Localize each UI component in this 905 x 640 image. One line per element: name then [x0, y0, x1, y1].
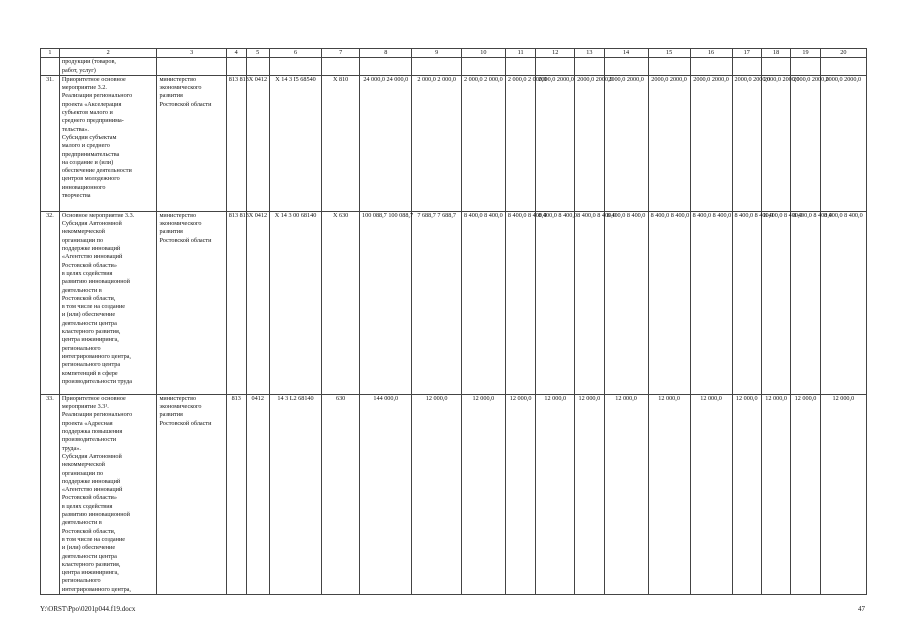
- column-number: 9: [412, 49, 461, 58]
- empty-cell: [157, 58, 226, 76]
- event-name: Основное мероприятие 3.3. Субсидия Автономной некоммерческой организации по поддержке инноваций «Агентство инноваций Ростовской области» в целях содействия развитию инновационной деятельности в Ростовской области, в том числе на создание и (или) обеспечение деятельности центра кластерного развития, центра инжиниринга, регионального интегрированного центра, регионального центра компетенций в сфере производительности труда: [59, 211, 157, 394]
- amount-cell: 12 000,0: [536, 394, 575, 594]
- ministry-code: 813 813: [226, 75, 246, 211]
- empty-cell: [820, 58, 866, 76]
- column-number: 15: [648, 49, 690, 58]
- expense-type: X 630: [322, 211, 360, 394]
- section-code: X 0412: [246, 211, 269, 394]
- amount-cell: 8 400,0 8 400,0: [732, 211, 761, 394]
- column-number: 5: [246, 49, 269, 58]
- column-number: 18: [761, 49, 790, 58]
- empty-cell: [412, 58, 461, 76]
- amount-cell: 2 000,0 2 000,0: [412, 75, 461, 211]
- empty-cell: [575, 58, 604, 76]
- amount-cell: 2000,0 2000,0: [761, 75, 790, 211]
- amount-cell: 12 000,0: [604, 394, 648, 594]
- column-number: 16: [690, 49, 732, 58]
- amount-cell: 2000,0 2000,0: [791, 75, 820, 211]
- row-number: 33.: [41, 394, 60, 594]
- amount-cell: 2 000,0 2 000,0: [461, 75, 505, 211]
- amount-cell: 12 000,0: [761, 394, 790, 594]
- amount-cell: 8 400,0 8 400,0: [461, 211, 505, 394]
- empty-cell: [226, 58, 246, 76]
- column-number: 2: [59, 49, 157, 58]
- executor: министерство экономического развития Ростовской области: [157, 211, 226, 394]
- table-row: [41, 394, 867, 594]
- amount-cell: 12 000,0: [648, 394, 690, 594]
- event-name: продукции (товаров, работ, услуг): [59, 58, 157, 76]
- ministry-code: 813 813: [226, 211, 246, 394]
- column-number-row: [41, 49, 867, 58]
- amount-cell: 12 000,0: [575, 394, 604, 594]
- executor: министерство экономического развития Ростовской области: [157, 394, 226, 594]
- table-row: [41, 211, 867, 394]
- empty-cell: [461, 58, 505, 76]
- column-number: 19: [791, 49, 820, 58]
- column-number: 6: [269, 49, 321, 58]
- column-number: 4: [226, 49, 246, 58]
- empty-cell: [791, 58, 820, 76]
- event-name: Приоритетное основное мероприятие 3.2. Реализация регионального проекта «Акселерация субъектов малого и среднего предпринима- тельства». Субсидии субъектам малого и среднего предпринимательства на создание и (или) обеспечение деятельности центров молодежного инновационного творчества: [59, 75, 157, 211]
- amount-cell: 12 000,0: [791, 394, 820, 594]
- amount-cell: 2000,0 2000,0: [690, 75, 732, 211]
- column-number: 11: [505, 49, 535, 58]
- amount-cell: 2000,0 2000,0: [575, 75, 604, 211]
- column-number: 13: [575, 49, 604, 58]
- amount-cell: 2000,0 2000,0: [648, 75, 690, 211]
- amount-cell: 2000,0 2000,0: [604, 75, 648, 211]
- budget-table: [40, 48, 867, 595]
- amount-cell: 8 400,0 8 400,0: [648, 211, 690, 394]
- empty-cell: [761, 58, 790, 76]
- column-number: 7: [322, 49, 360, 58]
- event-name: Приоритетное основное мероприятие 3.3¹. Реализация регионального проекта «Адресная поддержка повышения производительности труда». Субсидия Автономной некоммерческой организации по поддержке инноваций «Агентство инноваций Ростовской области» в целях содействия развитию инновационной деятельности в Ростовской области, в том числе на создание и (или) обеспечение деятельности центра кластерного развития, центра инжиниринга, регионального интегрированного центра,: [59, 394, 157, 594]
- amount-cell: 8 400,0 8 400,0: [690, 211, 732, 394]
- amount-cell: 12 000,0: [732, 394, 761, 594]
- empty-cell: [322, 58, 360, 76]
- empty-cell: [269, 58, 321, 76]
- empty-cell: [536, 58, 575, 76]
- amount-cell: 8 400,0 8 400,0: [536, 211, 575, 394]
- amount-cell: 8 400,0 8 400,0: [820, 211, 866, 394]
- amount-cell: 12 000,0: [412, 394, 461, 594]
- amount-cell: 8 400,0 8 400,0: [505, 211, 535, 394]
- empty-cell: [732, 58, 761, 76]
- target-article: X 14 3 I5 68540: [269, 75, 321, 211]
- empty-cell: [360, 58, 412, 76]
- file-path: Y:\ORST\Ppo\0201p044.f19.docx: [40, 605, 136, 613]
- target-article: X 14 3 00 68140: [269, 211, 321, 394]
- page-number: 47: [858, 605, 865, 613]
- amount-cell: 12 000,0: [690, 394, 732, 594]
- empty-cell: [246, 58, 269, 76]
- column-number: 1: [41, 49, 60, 58]
- section-code: X 0412: [246, 75, 269, 211]
- column-number: 8: [360, 49, 412, 58]
- empty-cell: [505, 58, 535, 76]
- continuation-row: [41, 58, 867, 76]
- amount-cell: 7 688,7 7 688,7: [412, 211, 461, 394]
- column-number: 10: [461, 49, 505, 58]
- amount-cell: 144 000,0: [360, 394, 412, 594]
- empty-cell: [648, 58, 690, 76]
- amount-cell: 100 088,7 100 088,7: [360, 211, 412, 394]
- target-article: 14 3 L2 68140: [269, 394, 321, 594]
- amount-cell: 8 400,0 8 400,0: [761, 211, 790, 394]
- expense-type: X 810: [322, 75, 360, 211]
- expense-type: 630: [322, 394, 360, 594]
- empty-cell: [690, 58, 732, 76]
- executor: министерство экономического развития Ростовской области: [157, 75, 226, 211]
- amount-cell: 2000,0 2000,0: [732, 75, 761, 211]
- amount-cell: 24 000,0 24 000,0: [360, 75, 412, 211]
- amount-cell: 8 400,0 8 400,0: [791, 211, 820, 394]
- column-number: 17: [732, 49, 761, 58]
- column-number: 3: [157, 49, 226, 58]
- amount-cell: 12 000,0: [820, 394, 866, 594]
- section-code: 0412: [246, 394, 269, 594]
- amount-cell: 12 000,0: [461, 394, 505, 594]
- row-number: [41, 58, 60, 76]
- row-number: 31.: [41, 75, 60, 211]
- amount-cell: 12 000,0: [505, 394, 535, 594]
- column-number: 12: [536, 49, 575, 58]
- column-number: 14: [604, 49, 648, 58]
- amount-cell: 2000,0 2000,0: [820, 75, 866, 211]
- ministry-code: 813: [226, 394, 246, 594]
- amount-cell: 8 400,0 8 400,0: [575, 211, 604, 394]
- table-row: [41, 75, 867, 211]
- row-number: 32.: [41, 211, 60, 394]
- empty-cell: [604, 58, 648, 76]
- column-number: 20: [820, 49, 866, 58]
- amount-cell: 2000,0 2000,0: [536, 75, 575, 211]
- amount-cell: 8 400,0 8 400,0: [604, 211, 648, 394]
- amount-cell: 2 000,0 2 000,0: [505, 75, 535, 211]
